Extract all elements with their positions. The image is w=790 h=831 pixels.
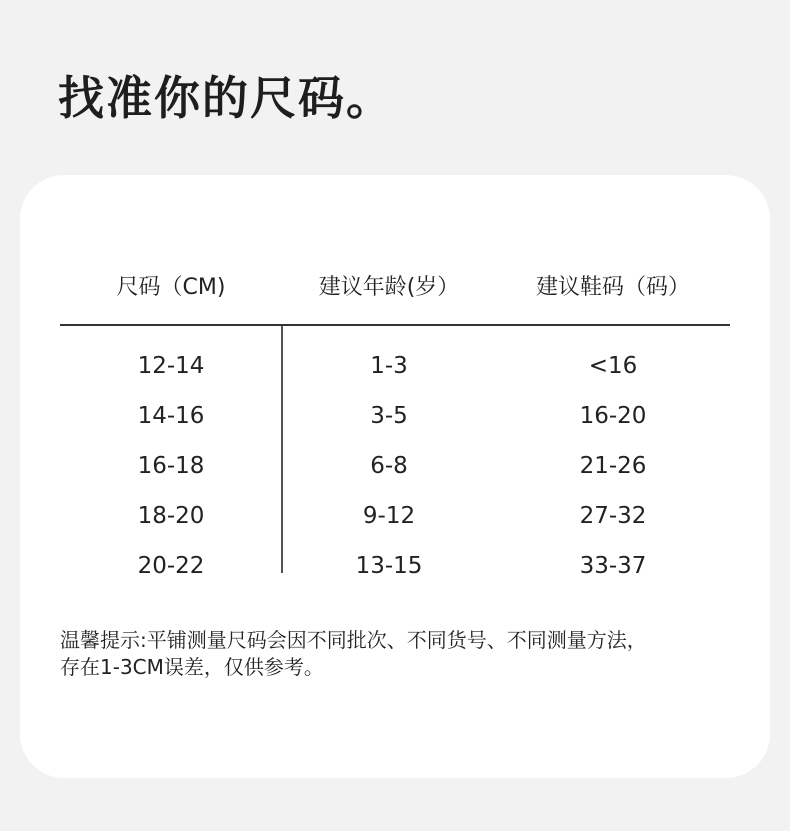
cell-shoe-size: <16	[588, 353, 638, 379]
cell-size-cm: 20-22	[137, 553, 205, 579]
table-row	[60, 349, 730, 399]
header-suggested-shoe-size: 建议鞋码（码）	[535, 275, 690, 300]
note-line-2: 存在1-3CM误差，仅供参考。	[60, 655, 324, 679]
cell-age: 1-3	[370, 353, 408, 379]
table-row	[60, 549, 730, 599]
cell-age: 3-5	[370, 403, 408, 429]
cell-shoe-size: 27-32	[579, 503, 647, 529]
cell-age: 6-8	[370, 453, 408, 479]
measurement-note	[60, 627, 740, 681]
cell-shoe-size: 33-37	[579, 553, 647, 579]
header-suggested-age: 建议年龄(岁）	[318, 275, 460, 300]
cell-size-cm: 14-16	[137, 403, 205, 429]
table-row	[60, 399, 730, 449]
cell-shoe-size: 21-26	[579, 453, 647, 479]
cell-age: 9-12	[362, 503, 416, 529]
table-row	[60, 449, 730, 499]
page-title: 找准你的尺码。	[58, 71, 394, 125]
size-chart-card	[20, 175, 770, 778]
table-row	[60, 499, 730, 549]
table-body	[60, 349, 730, 599]
note-line-1: 温馨提示:平铺测量尺码会因不同批次、不同货号、不同测量方法，	[60, 628, 647, 652]
header-size-cm: 尺码（CM)	[116, 275, 226, 300]
cell-size-cm: 12-14	[137, 353, 205, 379]
cell-age: 13-15	[355, 553, 423, 579]
cell-size-cm: 18-20	[137, 503, 205, 529]
cell-shoe-size: 16-20	[579, 403, 647, 429]
cell-size-cm: 16-18	[137, 453, 205, 479]
table-header	[60, 270, 730, 300]
header-divider	[60, 324, 730, 326]
